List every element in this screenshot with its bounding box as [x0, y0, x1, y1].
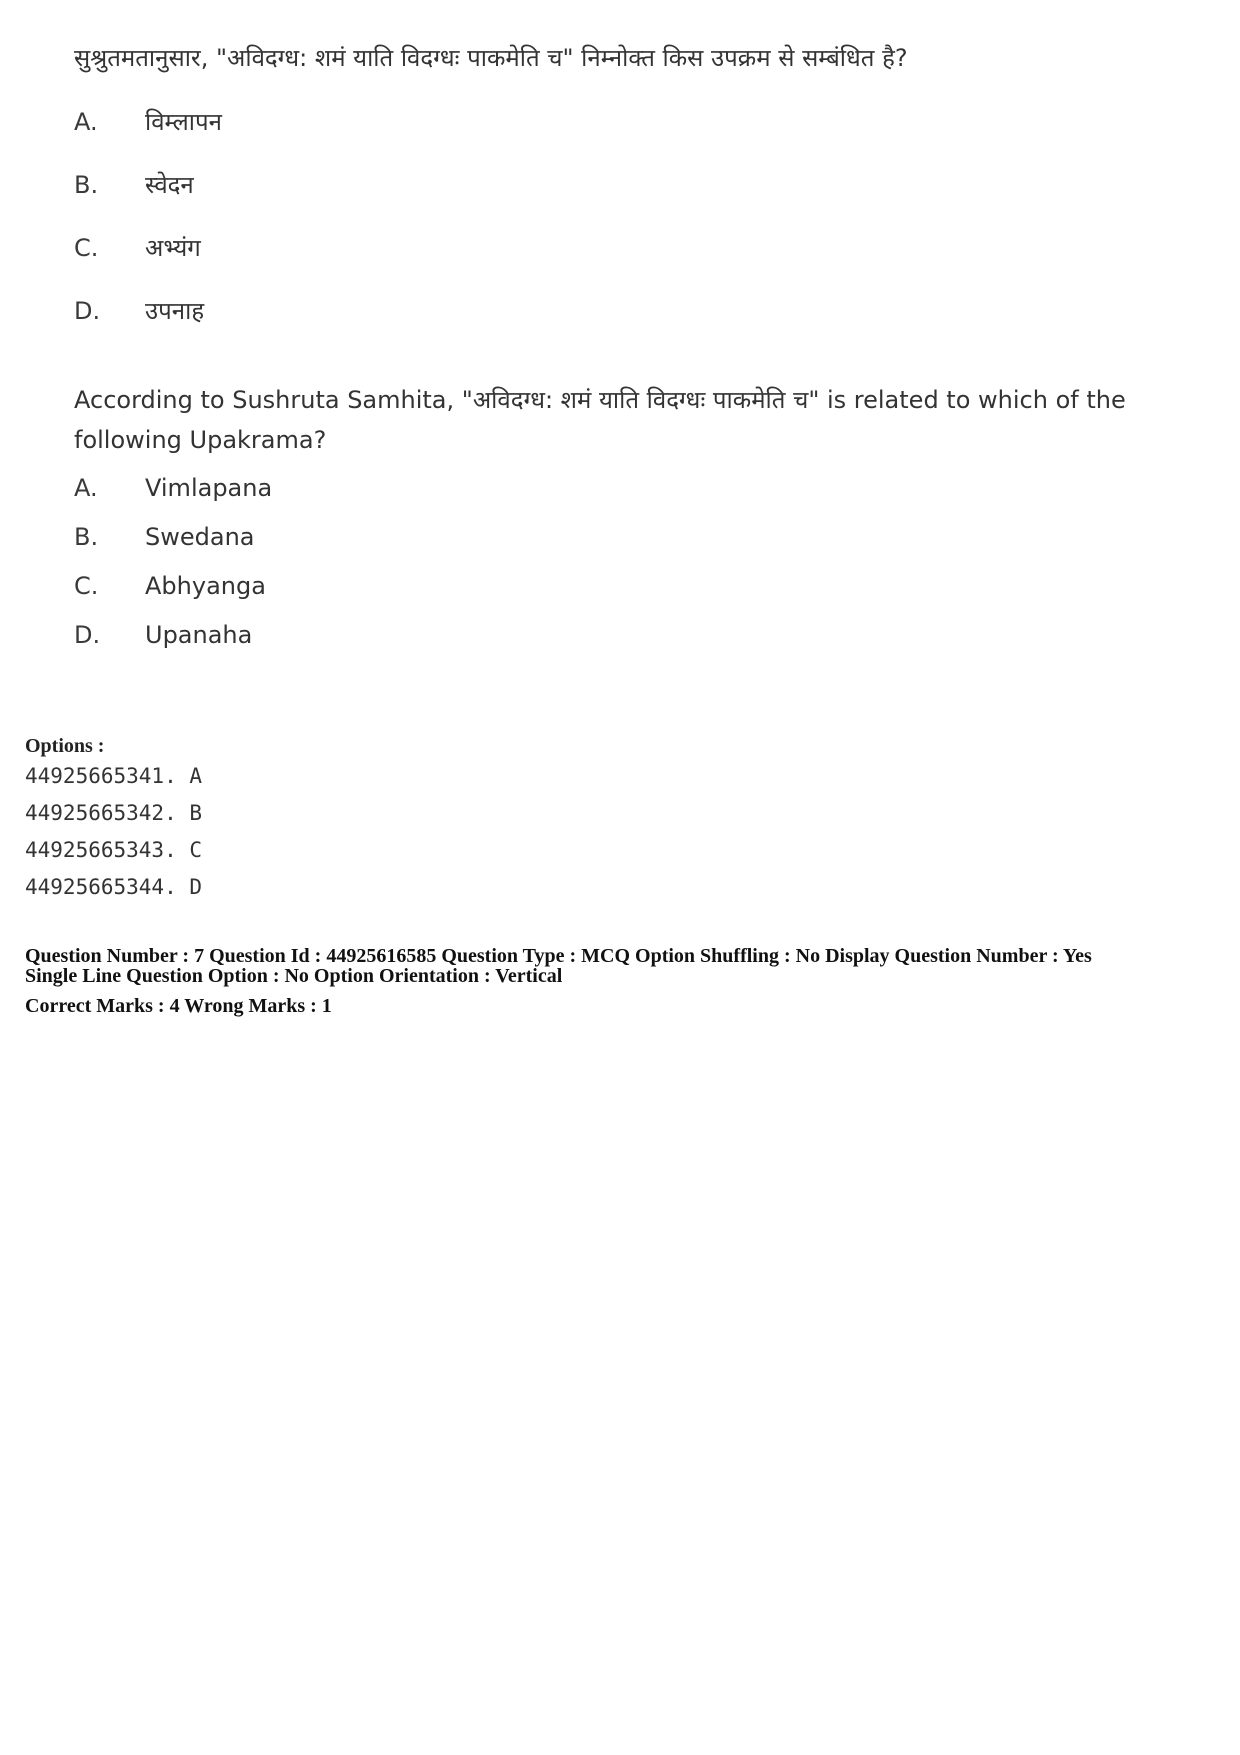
option-code-list: [25, 758, 202, 906]
option-text: उपनाह: [145, 297, 205, 325]
english-option-d: [74, 610, 1134, 659]
option-text: स्वेदन: [145, 171, 194, 199]
option-text: Vimlapana: [145, 473, 273, 502]
option-letter: D.: [74, 296, 101, 325]
option-letter: A.: [74, 107, 98, 136]
english-option-c: [74, 561, 1134, 610]
option-text: विम्लापन: [145, 108, 222, 136]
english-question-text: According to Sushruta Samhita, "अविदग्ध: शमं याति विदग्धः पाकमेति च" is related to which of the following Upakrama?: [74, 386, 1126, 454]
question-meta-line: Single Line Question Option : No Option Orientation : Vertical: [25, 965, 563, 987]
english-option-list: [74, 463, 1134, 659]
option-text: Abhyanga: [145, 571, 266, 600]
option-text: Upanaha: [145, 620, 253, 649]
hindi-question-block: [74, 34, 1134, 342]
hindi-option-c: [74, 216, 1134, 279]
english-option-b: [74, 512, 1134, 561]
option-code-row: 44925665343. C: [25, 838, 203, 862]
marks-line: Correct Marks : 4 Wrong Marks : 1: [25, 995, 332, 1017]
option-code-row: 44925665344. D: [25, 875, 203, 899]
option-letter: C.: [74, 233, 99, 262]
option-code-row: 44925665342. B: [25, 801, 203, 825]
hindi-question-text: सुश्रुतमतानुसार, "अविदग्ध: शमं याति विदग्धः पाकमेति च" निम्नोक्त किस उपक्रम से सम्बंधित है?: [74, 44, 908, 72]
options-heading: Options :: [25, 735, 105, 757]
hindi-option-list: [74, 90, 1134, 342]
hindi-option-a: [74, 90, 1134, 153]
option-letter: B.: [74, 170, 99, 199]
option-letter: B.: [74, 522, 99, 551]
hindi-option-b: [74, 153, 1134, 216]
english-option-a: [74, 463, 1134, 512]
option-text: अभ्यंग: [145, 234, 201, 262]
option-letter: A.: [74, 473, 98, 502]
option-letter: C.: [74, 571, 99, 600]
option-code-row: 44925665341. A: [25, 764, 203, 788]
option-letter: D.: [74, 620, 101, 649]
question-meta-line: Question Number : 7 Question Id : 44925616585 Question Type : MCQ Option Shuffling : No Display Question Number : Yes: [25, 945, 1092, 967]
english-question-block: [74, 380, 1134, 659]
hindi-option-d: [74, 279, 1134, 342]
option-text: Swedana: [145, 522, 255, 551]
